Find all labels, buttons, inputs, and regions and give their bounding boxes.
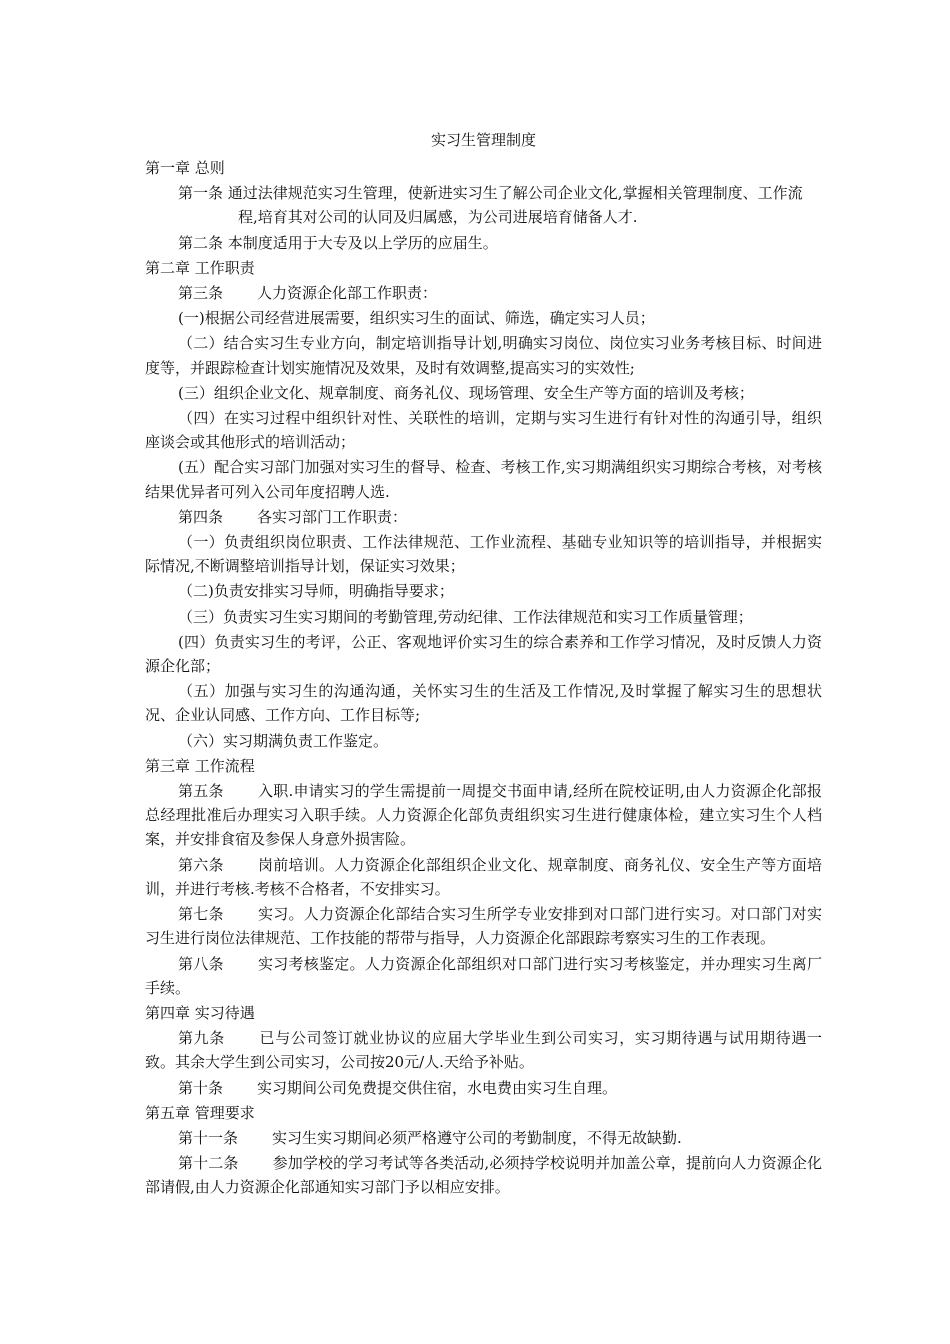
article-label: 第八条: [178, 954, 224, 973]
paragraph-text: 本制度适用于大专及以上学历的应届生。: [227, 233, 498, 252]
article-paragraph: [145, 902, 822, 950]
article-label: 第十一条: [178, 1128, 239, 1147]
paragraph-text: (五）配合实习部门加强对实习生的督导、检查、考核工作,实习期满组织实习期综合考核，对考核结果优异者可列入公司年度招聘人选.: [145, 458, 822, 501]
chapter-heading: 第一章 总则: [145, 159, 225, 177]
clause-paragraph: [145, 630, 822, 678]
clause-paragraph: [145, 605, 822, 629]
article-label: 第十条: [178, 1078, 224, 1097]
paragraph-text: （四）在实习过程中组织针对性、关联性的培训，定期与实习生进行有针对性的沟通引导，组织座谈会或其他形式的培训活动；: [145, 409, 822, 452]
article-label: 第九条: [178, 1029, 225, 1048]
article-label: 第六条: [178, 855, 224, 874]
paragraph-text: 岗前培训。人力资源企化部组织企业文化、规章制度、商务礼仪、安全生产等方面培训，并进行考核.考核不合格者，不安排实习。: [145, 855, 822, 898]
paragraph-text: 实习生实习期间必须严格遵守公司的考勤制度，不得无故缺勤.: [272, 1128, 682, 1147]
clause-paragraph: [145, 406, 822, 454]
clause-paragraph: [145, 579, 822, 603]
paragraph-text: 实习。人力资源企化部结合实习生所学专业安排到对口部门进行实习。对口部门对实习生进行岗位法律规范、工作技能的帮带与指导，人力资源企化部跟踪考察实习生的工作表现。: [145, 905, 822, 948]
paragraph-text: （二）结合实习生专业方向，制定培训指导计划,明确实习岗位、岗位实习业务考核目标、时间进度等，并跟踪检查计划实施情况及效果，及时有效调整,提高实习的实效性;: [145, 334, 822, 377]
paragraph-text: 入职.申请实习的学生需提前一周提交书面申请,经所在院校证明,由人力资源企化部报总经理批准后办理实习入职手续。人力资源企化部负责组织实习生进行健康体检，建立实习生个人档案，并安排食宿及参保人身意外损害险。: [145, 782, 822, 849]
article-paragraph: [145, 1076, 822, 1100]
chapter-heading: 第四章 实习待遇: [145, 1003, 255, 1022]
paragraph-text: (一)根据公司经营进展需要，组织实习生的面试、筛选，确定实习人员；: [178, 309, 655, 328]
clause-paragraph: [145, 729, 822, 753]
paragraph-text: （三）负责实习生实习期间的考勤管理,劳动纪律、工作法律规范和实习工作质量管理；: [178, 607, 753, 626]
article-paragraph: [145, 1026, 822, 1074]
article-paragraph: [145, 952, 822, 1000]
clause-paragraph: [145, 331, 822, 379]
paragraph-text: （五）加强与实习生的沟通沟通，关怀实习生的生活及工作情况,及时掌握了解实习生的思想状况、企业认同感、工作方向、工作目标等;: [145, 682, 822, 725]
article-paragraph: [145, 281, 822, 305]
document-body: [145, 156, 822, 1200]
article-paragraph: [145, 853, 822, 901]
chapter-heading: 第五章 管理要求: [145, 1103, 255, 1122]
paragraph-text: （六）实习期满负责工作鉴定。: [178, 731, 389, 750]
paragraph-text: 人力资源企化部工作职责：: [257, 284, 438, 303]
paragraph-text: 实习期间公司免费提交供住宿，水电费由实习生自理。: [257, 1078, 618, 1097]
article-label: 第二条: [178, 233, 224, 252]
paragraph-text: 实习考核鉴定。人力资源企化部组织对口部门进行实习考核鉴定，并办理实习生离厂手续。: [145, 954, 822, 997]
article-paragraph: [145, 779, 822, 852]
paragraph-text: （二)负责安排实习导师，明确指导要求；: [178, 582, 454, 601]
paragraph-text: (四）负责实习生的考评，公正、客观地评价实习生的综合素养和工作学习情况，及时反馈人力资源企化部；: [145, 632, 822, 676]
article-label: 第七条: [178, 905, 224, 924]
clause-paragraph: [145, 530, 822, 578]
clause-paragraph: [145, 306, 822, 330]
paragraph-text: 参加学校的学习考试等各类活动,必须持学校说明并加盖公章，提前向人力资源企化部请假,由人力资源企化部通知实习部门予以相应安排。: [145, 1154, 822, 1197]
chapter-heading: 第二章 工作职责: [145, 258, 255, 277]
article-paragraph: [145, 181, 822, 229]
paragraph-text: （一）负责组织岗位职责、工作法律规范、工作业流程、基础专业知识等的培训指导，并根据实际情况,不断调整培训指导计划，保证实习效果；: [145, 533, 822, 576]
article-paragraph: [145, 1151, 822, 1199]
paragraph-text: 已与公司签订就业协议的应届大学毕业生到公司实习，实习期待遇与试用期待遇一致。其余大学生到公司实习，公司按20元/人.天给予补贴。: [145, 1029, 822, 1072]
article-label: 第一条: [178, 184, 224, 203]
article-label: 第四条: [178, 507, 224, 526]
article-label: 第十二条: [178, 1154, 239, 1173]
paragraph-text: 通过法律规范实习生管理，使新进实习生了解公司企业文化,掌握相关管理制度、工作流程,培育其对公司的认同及归属感，为公司进展培育储备人才.: [227, 184, 803, 227]
clause-paragraph: [145, 455, 822, 503]
article-paragraph: [145, 231, 822, 255]
article-paragraph: [145, 1126, 822, 1150]
paragraph-text: (三）组织企业文化、规章制度、商务礼仪、现场管理、安全生产等方面的培训及考核；: [178, 383, 754, 402]
article-label: 第三条: [178, 284, 224, 303]
clause-paragraph: [145, 679, 822, 727]
chapter-heading: 第三章 工作流程: [145, 756, 255, 775]
paragraph-text: 各实习部门工作职责：: [257, 507, 408, 526]
clause-paragraph: [145, 381, 822, 405]
article-paragraph: [145, 505, 822, 529]
article-label: 第五条: [178, 782, 224, 801]
document-title: 实习生管理制度: [430, 131, 536, 149]
